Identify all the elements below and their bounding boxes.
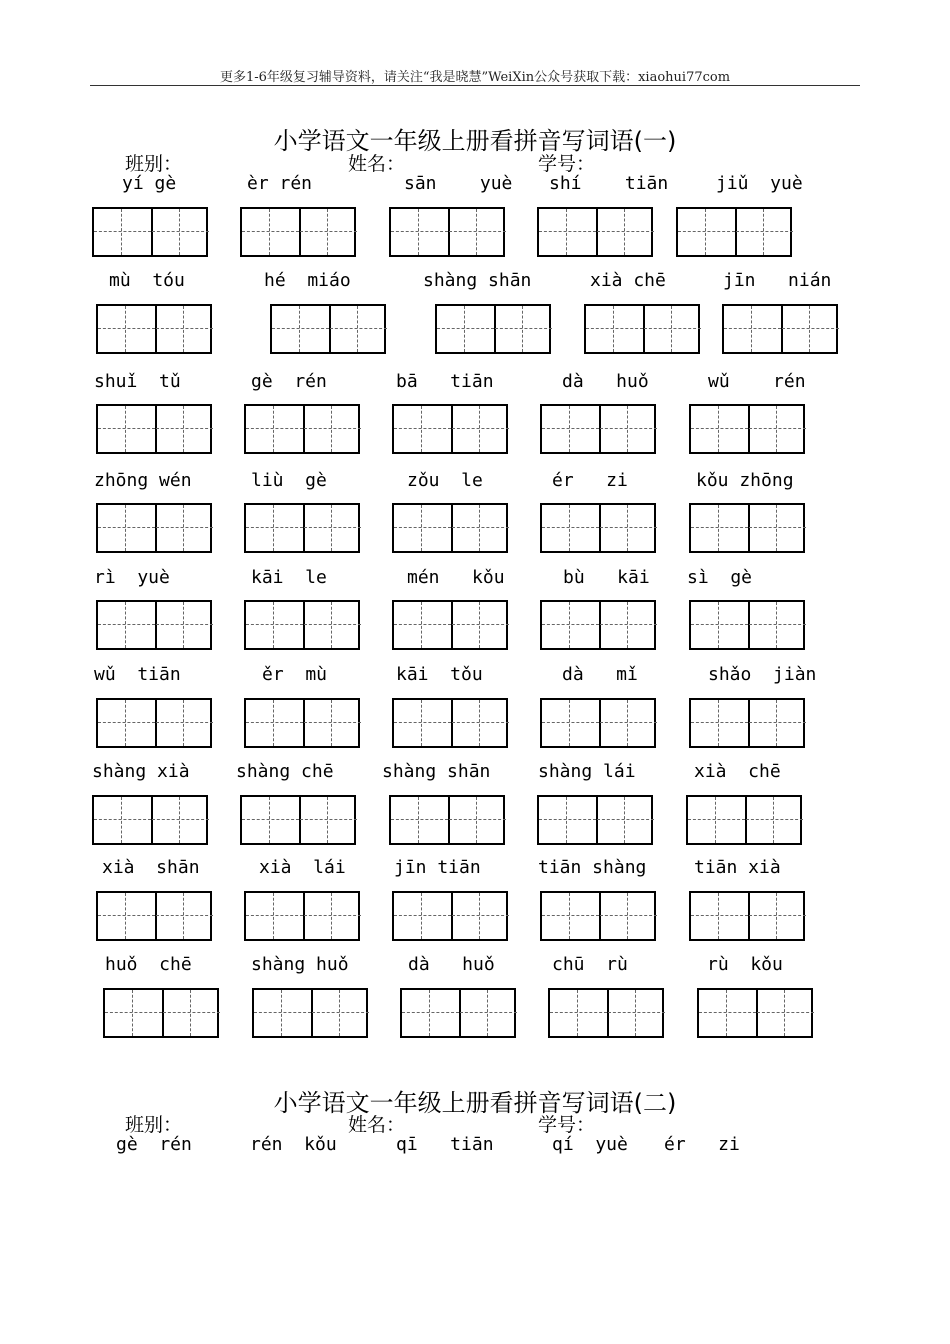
writing-box[interactable]: [686, 795, 802, 845]
writing-box[interactable]: [244, 891, 360, 941]
class-label: 班别：: [125, 153, 183, 175]
writing-box[interactable]: [252, 988, 368, 1038]
writing-box[interactable]: [96, 304, 212, 354]
name-label: 姓名：: [348, 153, 406, 175]
writing-box[interactable]: [244, 600, 360, 650]
writing-box[interactable]: [96, 891, 212, 941]
pinyin-prompt: shuǐ tǔ: [94, 371, 181, 392]
pinyin-prompt: shàng huǒ: [251, 954, 349, 975]
pinyin-prompt: ěr mù: [262, 664, 328, 685]
pinyin-prompt: shí tiān: [549, 173, 669, 194]
writing-box[interactable]: [689, 891, 805, 941]
writing-box[interactable]: [392, 404, 508, 454]
writing-box[interactable]: [96, 698, 212, 748]
writing-box[interactable]: [244, 698, 360, 748]
writing-box[interactable]: [540, 600, 656, 650]
pinyin-prompt: jīn nián: [723, 270, 832, 291]
pinyin-prompt: xià shān: [102, 857, 200, 878]
pinyin-prompt: hé miáo: [264, 270, 351, 291]
pinyin-prompt: shàng shān: [423, 270, 532, 291]
pinyin-prompt: rì yuè: [94, 567, 170, 588]
pinyin-prompt: chū rù: [552, 954, 628, 975]
pinyin-prompt: zhōng wén: [94, 470, 192, 491]
pinyin-prompt: rù kǒu: [707, 954, 783, 975]
pinyin-prompt: sì gè: [687, 567, 753, 588]
writing-box[interactable]: [540, 503, 656, 553]
pinyin-prompt: ér zi: [552, 470, 628, 491]
pinyin-prompt: yí gè: [122, 173, 177, 194]
pinyin-prompt: qí yuè: [552, 1134, 628, 1155]
writing-box[interactable]: [244, 404, 360, 454]
pinyin-prompt: kǒu zhōng: [696, 470, 794, 491]
student-number-label: 学号：: [538, 153, 596, 175]
pinyin-prompt: xià lái: [259, 857, 346, 878]
writing-box[interactable]: [389, 207, 505, 257]
writing-box[interactable]: [103, 988, 219, 1038]
writing-box[interactable]: [392, 600, 508, 650]
pinyin-prompt: gè rén: [251, 371, 327, 392]
pinyin-prompt: èr rén: [247, 173, 313, 194]
worksheet-title: 小学语文一年级上册看拼音写词语(一): [273, 127, 677, 155]
writing-box[interactable]: [689, 503, 805, 553]
pinyin-prompt: zǒu le: [407, 470, 483, 491]
pinyin-prompt: kāi le: [251, 567, 327, 588]
pinyin-prompt: qī tiān: [396, 1134, 494, 1155]
pinyin-prompt: huǒ chē: [105, 954, 192, 975]
writing-box[interactable]: [722, 304, 838, 354]
pinyin-prompt: kāi tǒu: [396, 664, 483, 685]
pinyin-prompt: tiān shàng: [538, 857, 647, 878]
pinyin-prompt: shàng chē: [236, 761, 334, 782]
worksheet-title: 小学语文一年级上册看拼音写词语(二): [273, 1089, 677, 1117]
pinyin-prompt: sān yuè: [404, 173, 513, 194]
header-note: 更多1-6年级复习辅导资料，请关注“我是晓慧”WeiXin公众号获取下载：xiaohui77com: [219, 70, 731, 85]
writing-box[interactable]: [537, 795, 653, 845]
writing-box[interactable]: [240, 207, 356, 257]
class-label: 班别：: [125, 1114, 183, 1136]
writing-box[interactable]: [689, 600, 805, 650]
writing-box[interactable]: [92, 207, 208, 257]
pinyin-prompt: gè rén: [116, 1134, 192, 1155]
writing-box[interactable]: [96, 503, 212, 553]
writing-box[interactable]: [676, 207, 792, 257]
writing-box[interactable]: [540, 891, 656, 941]
pinyin-prompt: dà mǐ: [562, 664, 638, 685]
writing-box[interactable]: [400, 988, 516, 1038]
writing-box[interactable]: [92, 795, 208, 845]
writing-box[interactable]: [96, 404, 212, 454]
writing-box[interactable]: [697, 988, 813, 1038]
student-number-label: 学号：: [538, 1114, 596, 1136]
pinyin-prompt: jiǔ yuè: [716, 173, 803, 194]
writing-box[interactable]: [540, 404, 656, 454]
pinyin-prompt: wǔ tiān: [94, 664, 181, 685]
pinyin-prompt: bā tiān: [396, 371, 494, 392]
writing-box[interactable]: [392, 891, 508, 941]
writing-box[interactable]: [96, 600, 212, 650]
pinyin-prompt: jīn tiān: [394, 857, 481, 878]
pinyin-prompt: xià chē: [694, 761, 781, 782]
pinyin-prompt: mù tóu: [109, 270, 185, 291]
writing-box[interactable]: [689, 404, 805, 454]
pinyin-prompt: tiān xià: [694, 857, 781, 878]
pinyin-prompt: bù kāi: [563, 567, 650, 588]
pinyin-prompt: ér zi: [664, 1134, 740, 1155]
writing-box[interactable]: [540, 698, 656, 748]
pinyin-prompt: xià chē: [590, 270, 666, 291]
writing-box[interactable]: [389, 795, 505, 845]
writing-box[interactable]: [240, 795, 356, 845]
pinyin-prompt: mén kǒu: [407, 567, 505, 588]
writing-box[interactable]: [435, 304, 551, 354]
header-rule: [90, 85, 860, 86]
writing-box[interactable]: [392, 503, 508, 553]
pinyin-prompt: dà huǒ: [562, 371, 649, 392]
writing-box[interactable]: [584, 304, 700, 354]
writing-box[interactable]: [244, 503, 360, 553]
writing-box[interactable]: [392, 698, 508, 748]
writing-box[interactable]: [270, 304, 386, 354]
writing-box[interactable]: [689, 698, 805, 748]
pinyin-prompt: shàng shān: [382, 761, 491, 782]
pinyin-prompt: dà huǒ: [408, 954, 495, 975]
pinyin-prompt: shàng xià: [92, 761, 190, 782]
pinyin-prompt: shǎo jiàn: [708, 664, 817, 685]
pinyin-prompt: rén kǒu: [250, 1134, 337, 1155]
pinyin-prompt: shàng lái: [538, 761, 636, 782]
name-label: 姓名：: [348, 1114, 406, 1136]
writing-box[interactable]: [548, 988, 664, 1038]
pinyin-prompt: wǔ rén: [708, 371, 806, 392]
pinyin-prompt: liù gè: [251, 470, 327, 491]
writing-box[interactable]: [537, 207, 653, 257]
